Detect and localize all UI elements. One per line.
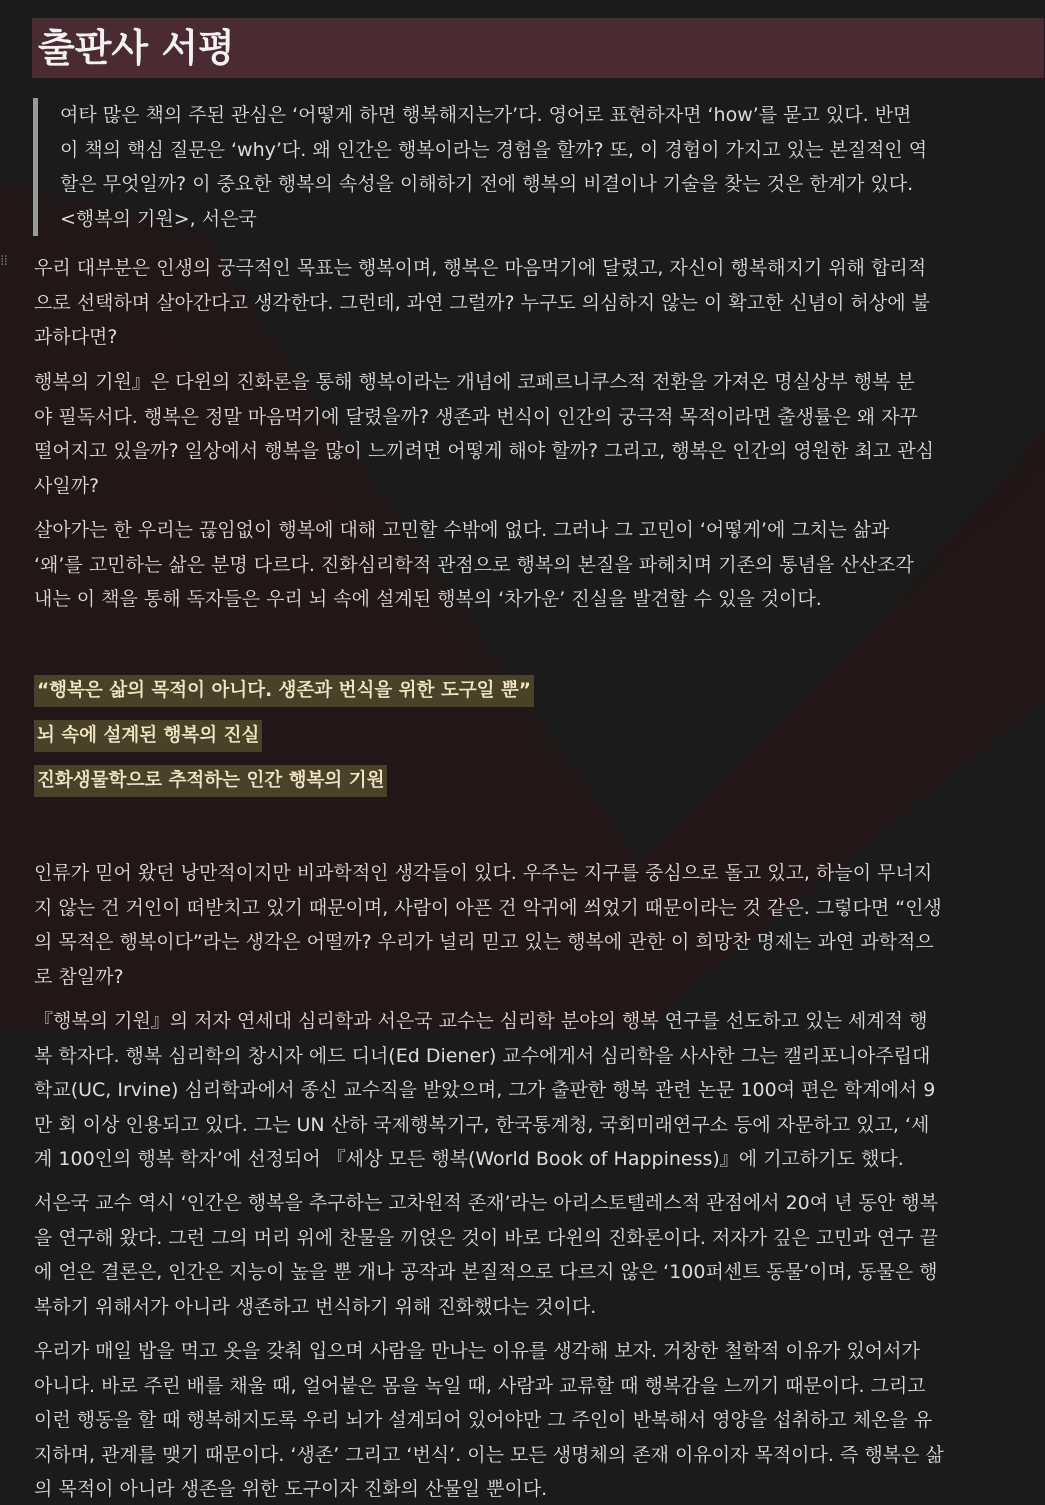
paragraph-line: 만 회 이상 인용되고 있다. 그는 UN 산하 국제행복기구, 한국통계청, 국회미래연구소 등에 자문하고 있고, ‘세 <box>34 1113 930 1136</box>
paragraph-line: 로 참일까? <box>34 965 124 988</box>
paragraph-line: 서은국 교수 역시 ‘인간은 행복을 추구하는 고차원적 존재’라는 아리스토텔레스적 관점에서 20여 년 동안 행복 <box>34 1192 938 1214</box>
paragraph-line: 인류가 믿어 왔던 낭만적이지만 비과학적인 생각들이 있다. 우주는 지구를 중심으로 돌고 있고, 하늘이 무너지 <box>34 862 933 884</box>
paragraph <box>34 513 1039 617</box>
paragraph <box>34 1004 1039 1177</box>
paragraph-line: 을 연구해 왔다. 그런 그의 머리 위에 찬물을 끼얹은 것이 바로 다윈의 진화론이다. 저자가 깊은 고민과 연구 끝 <box>34 1226 938 1249</box>
drag-handle-icon[interactable]: ⁞⁞ <box>0 253 7 269</box>
highlight-line: “행복은 삶의 목적이 아니다. 생존과 번식을 위한 도구일 뿐” <box>34 675 534 707</box>
paragraph-line: 에 얻은 결론은, 인간은 지능이 높을 뿐 개나 공작과 본질적으로 다르지 않은 ‘100퍼센트 동물’이며, 동물은 행 <box>34 1261 938 1283</box>
paragraph-line: 떨어지고 있을까? 일상에서 행복을 많이 느끼려면 어떻게 해야 할까? 그리고, 행복은 인간의 영원한 최고 관심 <box>34 440 934 462</box>
paragraph-line: 이런 행동을 할 때 행복해지도록 우리 뇌가 설계되어 있어야만 그 주인이 반복해서 영양을 섭취하고 체온을 유 <box>34 1409 933 1431</box>
highlight-line: 뇌 속에 설계된 행복의 진실 <box>34 720 262 752</box>
paragraph-line: 살아가는 한 우리는 끊임없이 행복에 대해 고민할 수밖에 없다. 그러나 그 고민이 ‘어떻게’에 그치는 삶과 <box>34 519 890 541</box>
paragraph <box>34 1334 1039 1505</box>
paragraph-line: 『행복의 기원』의 저자 연세대 심리학과 서은국 교수는 심리학 분야의 행복 연구를 선도하고 있는 세계적 행 <box>34 1010 928 1032</box>
quote-line: 이 책의 핵심 질문은 ‘why’다. 왜 인간은 행복이라는 경험을 할까? 또, 이 경험이 가지고 있는 본질적인 역 <box>60 138 928 161</box>
paragraph-line: 행복의 기원』은 다윈의 진화론을 통해 행복이라는 개념에 코페르니쿠스적 전환을 가져온 명실상부 행복 분 <box>34 371 915 393</box>
paragraph-line: 계 100인의 행복 학자’에 선정되어 『세상 모든 행복(World Book of Happiness)』에 기고하기도 했다. <box>34 1148 904 1170</box>
paragraph-line: 의 목적이 아니라 생존을 위한 도구이자 진화의 산물일 뿐이다. <box>34 1478 548 1500</box>
paragraph <box>34 251 1039 355</box>
paragraph-line: 지하며, 관계를 맺기 때문이다. ‘생존’ 그리고 ‘번식’. 이는 모든 생명체의 존재 이유이자 목적이다. 즉 행복은 삶 <box>34 1443 944 1466</box>
quote-source: <행복의 기원>, 서은국 <box>60 207 257 230</box>
paragraph-line: 복 학자다. 행복 심리학의 창시자 에드 디너(Ed Diener) 교수에게서 심리학을 사사한 그는 캘리포니아주립대 <box>34 1044 931 1067</box>
blockquote <box>33 98 1028 236</box>
paragraph-line: 우리가 매일 밥을 먹고 옷을 갖춰 입으며 사람을 만나는 이유를 생각해 보자. 거창한 철학적 이유가 있어서가 <box>34 1340 920 1362</box>
highlight-line: 진화생물학으로 추적하는 인간 행복의 기원 <box>34 765 387 797</box>
paragraph-line: 사일까? <box>34 474 100 497</box>
page-title: 출판사 서평 <box>38 26 235 70</box>
heading-bar <box>32 18 1044 78</box>
paragraph-line: 으로 선택하며 살아간다고 생각한다. 그런데, 과연 그럴까? 누구도 의심하지 않는 이 확고한 신념이 허상에 불 <box>34 291 930 314</box>
paragraph-line: 내는 이 책을 통해 독자들은 우리 뇌 속에 설계된 행복의 ‘차가운’ 진실을 발견할 수 있을 것이다. <box>34 588 822 610</box>
paragraph-line: 복하기 위해서가 아니라 생존하고 번식하기 위해 진화했다는 것이다. <box>34 1295 597 1318</box>
quote-line: 할은 무엇일까? 이 중요한 행복의 속성을 이해하기 전에 행복의 비결이나 기술을 찾는 것은 한계가 있다. <box>60 173 914 195</box>
paragraph-line: 과하다면? <box>34 326 118 348</box>
paragraph <box>34 365 1039 503</box>
paragraph-line: ‘왜’를 고민하는 삶은 분명 다르다. 진화심리학적 관점으로 행복의 본질을 파헤치며 기존의 통념을 산산조각 <box>34 553 914 576</box>
paragraph-line: 우리 대부분은 인생의 궁극적인 목표는 행복이며, 행복은 마음먹기에 달렸고, 자신이 행복해지기 위해 합리적 <box>34 257 927 279</box>
paragraph-line: 야 필독서다. 행복은 정말 마음먹기에 달렸을까? 생존과 번식이 인간의 궁극적 목적이라면 출생률은 왜 자꾸 <box>34 405 918 428</box>
paragraph <box>34 856 1039 994</box>
quote-line: 여타 많은 책의 주된 관심은 ‘어떻게 하면 행복해지는가’다. 영어로 표현하자면 ‘how’를 묻고 있다. 반면 <box>60 104 912 126</box>
paragraph-line: 지 않는 건 거인이 떠받치고 있기 때문이며, 사람이 아픈 건 악귀에 씌었기 때문이라는 것 같은. 그렇다면 “인생 <box>34 896 942 919</box>
paragraph-line: 아니다. 바로 주린 배를 채울 때, 얼어붙은 몸을 녹일 때, 사람과 교류할 때 행복감을 느끼기 때문이다. 그리고 <box>34 1374 926 1397</box>
paragraph <box>34 1186 1039 1324</box>
paragraph-line: 학교(UC, Irvine) 심리학과에서 종신 교수직을 받았으며, 그가 출판한 행복 관련 논문 100여 편은 학계에서 9 <box>34 1079 936 1101</box>
paragraph-line: 의 목적은 행복이다”라는 생각은 어떨까? 우리가 널리 믿고 있는 행복에 관한 이 희망찬 명제는 과연 과학적으 <box>34 931 934 953</box>
